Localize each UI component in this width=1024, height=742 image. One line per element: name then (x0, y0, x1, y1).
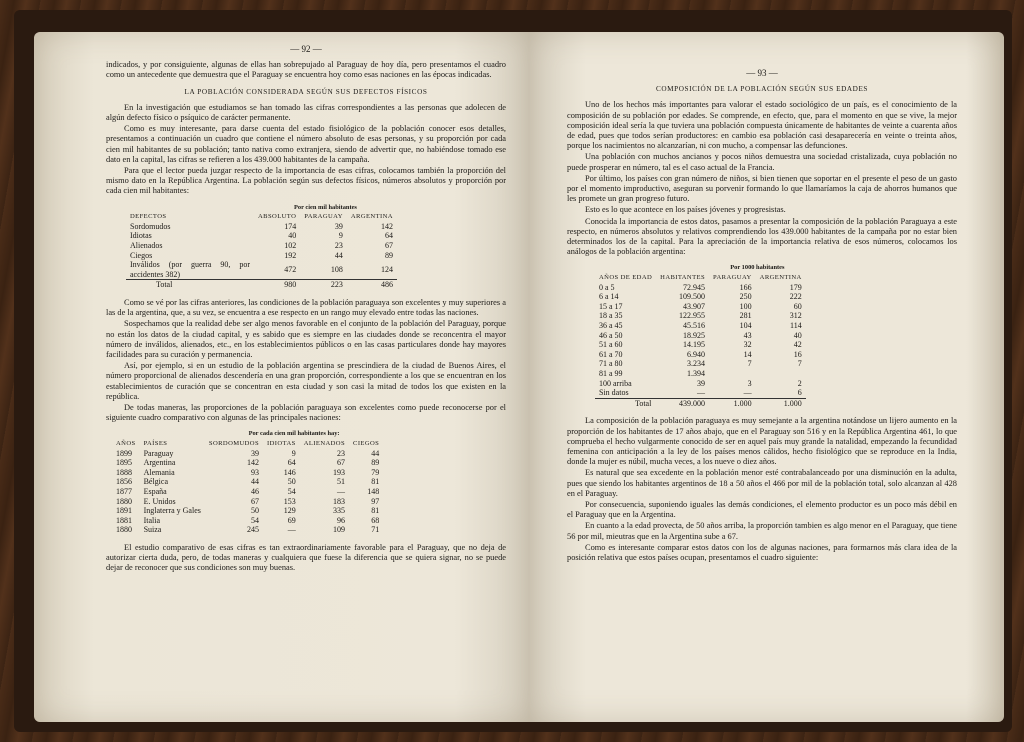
cell: Inglaterra y Gales (143, 506, 201, 516)
cell: 50 (251, 506, 260, 516)
table-row (112, 468, 383, 478)
paragraph: Así, por ejemplo, si en un estudio de la población argentina se prescindiera de la ciudad de Buenos Aires, el número proporcional de alienados descendería en una gran proporción, correspondiente a los que se encuentran en los establecimientos de curación que se concentran en esta ciudad y son casi la mitad de todos los que existen en la república. (106, 361, 506, 401)
cell: 40 (793, 330, 802, 340)
row-label: 6 a 14 (599, 292, 619, 302)
cell: España (143, 486, 167, 496)
cell: E. Unidos (143, 496, 176, 506)
cell: 67 (384, 241, 393, 251)
cell: 193 (333, 467, 346, 477)
cell: 54 (251, 515, 260, 525)
cell: 39 (334, 221, 343, 231)
cell: 44 (371, 448, 380, 458)
intro-paragraph: indicados, y por consiguiente, algunas de ellas han sobrepujado al Paraguay de hoy día, pero presentamos el cuadro como un antecedente que demuestra que el Paraguay se encuentra hoy como esas naciones en las épocas indicadas. (106, 60, 506, 80)
page-number-right: — 93 — (746, 68, 778, 78)
cell: 39 (251, 448, 260, 458)
table-row (112, 449, 383, 459)
paragraph: Para que el lector pueda juzgar respecto de la importancia de esas cifras, colocamos también la proporción del mismo dato en la República Argentina. La población según sus defectos físicos, números absolutos y proporción por cada cien mil habitantes: (106, 166, 506, 196)
paragraph: Esto es lo que acontece en los países jóvenes y progresistas. (585, 205, 786, 215)
column-header: CIEGOS (353, 440, 380, 448)
table-row (126, 251, 397, 261)
table-row (126, 222, 397, 232)
table-row (126, 241, 397, 251)
cell: 79 (371, 467, 380, 477)
row-label: 0 a 5 (599, 282, 615, 292)
cell: 1856 (116, 477, 132, 487)
cell: Bélgica (143, 477, 168, 487)
section-heading-defects: LA POBLACIÓN CONSIDERADA SEGÚN SUS DEFECTOS FÍSICOS (184, 87, 428, 96)
paragraph: Es natural que sea excedente en la población menor esté contrabalanceado por una disminución en la adulta, pues que siendo los habitantes argentinos de 18 a 50 años el 466 por mil de la población total, solo alcanzan al 428 en el Paraguay. (567, 468, 957, 498)
cell: 89 (384, 250, 393, 260)
table-caption: Por cada cien mil habitantes hay: (248, 430, 340, 438)
cell: 109.500 (679, 292, 706, 302)
cell: 114 (790, 321, 802, 331)
cell: 46 (251, 486, 260, 496)
cell: 97 (371, 496, 380, 506)
cell: 335 (333, 506, 346, 516)
cell: 18.925 (683, 330, 706, 340)
paragraph: Como es interesante comparar estos datos con los de algunas naciones, para formarnos más clara idea de la posición relativa que estos países ocupan, presentamos el cuadro siguiente: (567, 542, 957, 562)
cell: 42 (793, 340, 802, 350)
row-label: 15 a 17 (599, 301, 623, 311)
table-row (595, 359, 806, 369)
row-label: 100 arriba (599, 378, 632, 388)
cell: 153 (283, 496, 296, 506)
column-header: DEFECTOS (130, 213, 167, 221)
cell: 472 (284, 265, 297, 274)
cell: 1888 (116, 467, 132, 477)
table-row (112, 497, 383, 507)
left-page-text (106, 44, 506, 575)
table-row (112, 487, 383, 497)
paragraph: En la investigación que estudiamos se han tomado las cifras correspondientes a las personas que adolecen de algún defecto físico o psíquico de carácter permanente. (106, 102, 506, 123)
table-row (595, 331, 806, 341)
cell: 7 (747, 359, 752, 369)
cell: 486 (347, 280, 397, 290)
row-label: 61 a 70 (599, 349, 623, 359)
cell: 23 (334, 241, 343, 251)
cell: 51 (337, 477, 346, 487)
cell: 142 (380, 221, 393, 231)
paragraph: Sospechamos que la realidad debe ser algo menos favorable en el conjunto de la población del Paraguay, porque no están los datos de la ciudad capital, y es sabido que es siempre en las ciudades donde se reconcentra el mayor número de inválidos, alienados, etc., en los establecimientos públicos o en las casas particulares donde hay mayores facilidades para su curación y permanencia. (106, 319, 506, 359)
column-header: ARGENTINA (759, 274, 802, 282)
cell: 183 (333, 496, 346, 506)
column-header: ABSOLUTO (258, 213, 297, 221)
cell: 40 (288, 231, 297, 241)
cell: Argentina (143, 458, 176, 468)
cell: 104 (739, 321, 752, 331)
cell: 1895 (116, 458, 132, 468)
cell: 64 (287, 458, 296, 468)
column-header: ARGENTINA (350, 213, 393, 221)
cell: 9 (291, 448, 296, 458)
cell: 1877 (116, 486, 132, 496)
row-label: 51 a 60 (599, 340, 623, 350)
cell: 7 (797, 359, 802, 369)
cell: Alemania (143, 467, 175, 477)
total-row (595, 398, 806, 408)
table-row (112, 506, 383, 516)
cell: 1880 (116, 525, 132, 535)
paragraph: Por último, los países con gran número de niños, si bien tienen que soportar en el presente el peso de un gasto por el momento improductivo, aseguran su porvenir formando lo que llamaríamos la caja de ahorros humanos que les promete un gran progreso futuro. (567, 173, 957, 204)
right-page-text (567, 68, 957, 564)
cell: 6 (797, 388, 802, 398)
cell: 50 (287, 477, 296, 487)
cell: 14 (743, 349, 752, 359)
cell (709, 369, 756, 379)
cell: 108 (330, 265, 343, 274)
cell: 1.000 (756, 398, 806, 408)
total-row (126, 280, 397, 290)
cell: 3 (747, 378, 752, 388)
paragraph: Por consecuencia, suponiendo iguales las demás condiciones, el elemento productor es un poco más débil en el Paraguay que en la Argentina. (567, 499, 957, 520)
row-label: Total (595, 398, 656, 408)
table-row (595, 340, 806, 350)
cell: — (337, 486, 346, 496)
row-label: Ciegos (130, 250, 153, 260)
cell: 81 (371, 477, 380, 487)
cell: 281 (739, 311, 752, 321)
table-row (112, 525, 383, 535)
paragraph: Una población con muchos ancianos y pocos niños demuestra una sociedad cristalizada, cuya población no puede prosperar en número, tal es el caso actual de la Francia. (567, 152, 957, 172)
cell: 9 (338, 231, 343, 241)
cell: 44 (251, 477, 260, 487)
cell: 245 (247, 525, 260, 535)
cell: 45.516 (683, 321, 706, 331)
right-page (529, 32, 1004, 722)
table-row (112, 477, 383, 487)
cell: Italia (143, 515, 160, 525)
row-label: Total (126, 280, 254, 290)
cell: 100 (739, 301, 752, 311)
row-label: 46 a 50 (599, 330, 623, 340)
cell: 102 (284, 241, 297, 251)
paragraph: Como se vé por las cifras anteriores, las condiciones de la población paraguaya son excelentes y muy superiores a las de la argentina, que, a su vez, se encuentra a ese respecto en un rango muy elevado entre todas las naciones. (106, 297, 506, 318)
cell: 1.000 (709, 398, 756, 408)
cell: Suiza (143, 525, 162, 535)
column-header: AÑOS DE EDAD (599, 274, 653, 282)
page-number-left: — 92 — (290, 44, 322, 54)
table-row (112, 458, 383, 468)
cell: 148 (367, 486, 380, 496)
cell: 174 (284, 221, 297, 231)
table-row (595, 283, 806, 293)
table-row (126, 260, 397, 280)
row-label: 36 a 45 (599, 321, 623, 331)
cell: 146 (283, 467, 296, 477)
table-row (595, 350, 806, 360)
cell: 43.907 (683, 301, 706, 311)
cell (756, 369, 806, 379)
cell: 44 (334, 250, 343, 260)
cell: Paraguay (143, 448, 174, 458)
cell: 129 (283, 506, 296, 516)
cell: 43 (743, 330, 752, 340)
cell: 222 (789, 292, 802, 302)
cell: 1.394 (687, 368, 706, 378)
cell: 93 (251, 467, 260, 477)
left-page (34, 32, 529, 722)
defects-table (126, 203, 397, 290)
cell: 223 (300, 280, 347, 290)
column-header: PARAGUAY (713, 274, 752, 282)
row-label: Alienados (130, 241, 163, 251)
cell: — (697, 388, 706, 398)
table-row (595, 379, 806, 389)
cell: 6.940 (687, 349, 706, 359)
cell: 250 (739, 292, 752, 302)
column-header: ALIENADOS (303, 440, 346, 448)
row-label: Sin datos (599, 388, 629, 398)
column-header: SORDOMUDOS (208, 440, 260, 448)
cell: 89 (371, 458, 380, 468)
column-header: IDIOTAS (267, 440, 296, 448)
row-label: 71 a 80 (599, 359, 623, 369)
cell: 14.195 (683, 340, 706, 350)
column-header: PAÍSES (143, 440, 168, 448)
paragraph: El estudio comparativo de esas cifras es tan extraordinariamente favorable para el Paraguay, que no deja de autorizar cierta duda, pero, de todas maneras y cualquiera que fuese la diferencia que se quiera signar, no se puede dejar de reconocer que sus condiciones son muy buenas. (106, 542, 506, 573)
cell: 64 (384, 231, 393, 241)
cell: 68 (371, 515, 380, 525)
row-label: Sordomudos (130, 221, 171, 231)
paragraph: En cuanto a la edad provecta, de 50 años arriba, la proporción tambien es algo menor en el Paraguay, que tiene 56 por mil, mieutras que en la Argentina sube a 67. (567, 521, 957, 541)
table-row (595, 302, 806, 312)
cell: 32 (743, 340, 752, 350)
column-header: AÑOS (116, 440, 136, 448)
column-header: HABITANTES (660, 274, 706, 282)
cell: 67 (337, 458, 346, 468)
cell: 179 (789, 282, 802, 292)
cell: 54 (287, 486, 296, 496)
table-row (595, 292, 806, 302)
cell: 312 (789, 311, 802, 321)
table-row (112, 516, 383, 526)
table-row (595, 369, 806, 379)
nations-table (112, 429, 383, 535)
paragraph: De todas maneras, las proporciones de la población paraguaya son excelentes como puede reconocerse por el siguiente cuadro comparativo con algunas de las principales naciones: (106, 403, 506, 423)
cell: 72.945 (683, 282, 706, 292)
cell: 1880 (116, 496, 132, 506)
table-row (595, 321, 806, 331)
cell: 96 (337, 515, 346, 525)
cell: 980 (254, 280, 300, 290)
paragraph: Uno de los hechos más importantes para valorar el estado sociológico de un país, es el conocimiento de la composición de su población por edades. Se comprende, en efecto, que, para el momento en que se vive, la mejor composición ideal sería la que tuviera una población compuesta únicamente de habitantes de veinte a cuarenta años de edad, pues que todos serían productores: en cambio esa población casi desaparecería en veinte o treinta años, porque los nacimientos no alcanzarían, ni con mucho, a compensar las defunciones. (567, 100, 957, 151)
cell: — (287, 525, 296, 535)
paragraph: Como es muy interesante, para darse cuenta del estado fisiológico de la población conocer esos detalles, presentamos a continuación un cuadro que contiene el número absoluto de esas personas, y su proporción por cada cien mil habitantes de su población; tanto nativa como extranjera, siendo de advertir que, no habiéndose tomado ese dato en la capital, las cifras se refieren a los 439.000 habitantes de la campaña. (106, 124, 506, 164)
cell: 67 (251, 496, 260, 506)
cell: 71 (371, 525, 380, 535)
cell: 1891 (116, 506, 132, 516)
cell: 16 (793, 349, 802, 359)
column-header: PARAGUAY (304, 213, 343, 221)
row-label: 81 a 99 (599, 368, 623, 378)
row-label: 18 a 35 (599, 311, 623, 321)
row-label: Inválidos (por guerra 90, por accidentes 382) (130, 260, 250, 279)
row-label: Idiotas (130, 231, 152, 241)
cell: 122.955 (679, 311, 706, 321)
cell: 69 (287, 515, 296, 525)
cell: 439.000 (656, 398, 709, 408)
cell: 2 (797, 378, 802, 388)
cell: 109 (333, 525, 346, 535)
cell: 124 (380, 265, 393, 274)
table-caption: Por 1000 habitantes (730, 264, 785, 272)
cell: 166 (739, 282, 752, 292)
open-book (14, 10, 1012, 732)
cell: 1881 (116, 515, 132, 525)
table-row (595, 388, 806, 398)
ages-table (595, 263, 806, 408)
cell: — (743, 388, 752, 398)
cell: 192 (284, 250, 297, 260)
cell: 39 (697, 378, 706, 388)
table-caption: Por cien mil habitantes (294, 203, 357, 211)
table-row (126, 231, 397, 241)
cell: 1899 (116, 448, 132, 458)
cell: 142 (247, 458, 260, 468)
cell: 60 (793, 301, 802, 311)
paragraph: La composición de la población paraguaya es muy semejante a la argentina notándose un lijero aumento en la proporción de los habitantes de 17 años abajo, que en el Paraguay son 516 y en la República Argentina 461, lo que comprueba el hecho vulgarmente conocido de ser en aquel país muy grande la natalidad, empezando la fecundidad femenina con anticipación a la ley de los países menos cálidos, hecho fisiológico que se reproduce en la India, donde la mujer es núbil, mucha veces, a los nueve o diez años. (567, 416, 957, 467)
cell: 81 (371, 506, 380, 516)
cell: 23 (337, 448, 346, 458)
cell: 3.234 (687, 359, 706, 369)
paragraph: Conocida la importancia de estos datos, pasamos a presentar la composición de la población Paraguaya a este respecto, en números absolutos y relativos comprendiendo los 439.000 habitantes de la campaña por no estar bien determinados los de la capital. Para la apreciación de la importancia relativa de esos números, colocamos los análogos de la población argentina: (567, 216, 957, 257)
section-heading-ages: COMPOSICIÓN DE LA POBLACIÓN SEGÚN SUS EDADES (655, 85, 869, 94)
table-row (595, 311, 806, 321)
